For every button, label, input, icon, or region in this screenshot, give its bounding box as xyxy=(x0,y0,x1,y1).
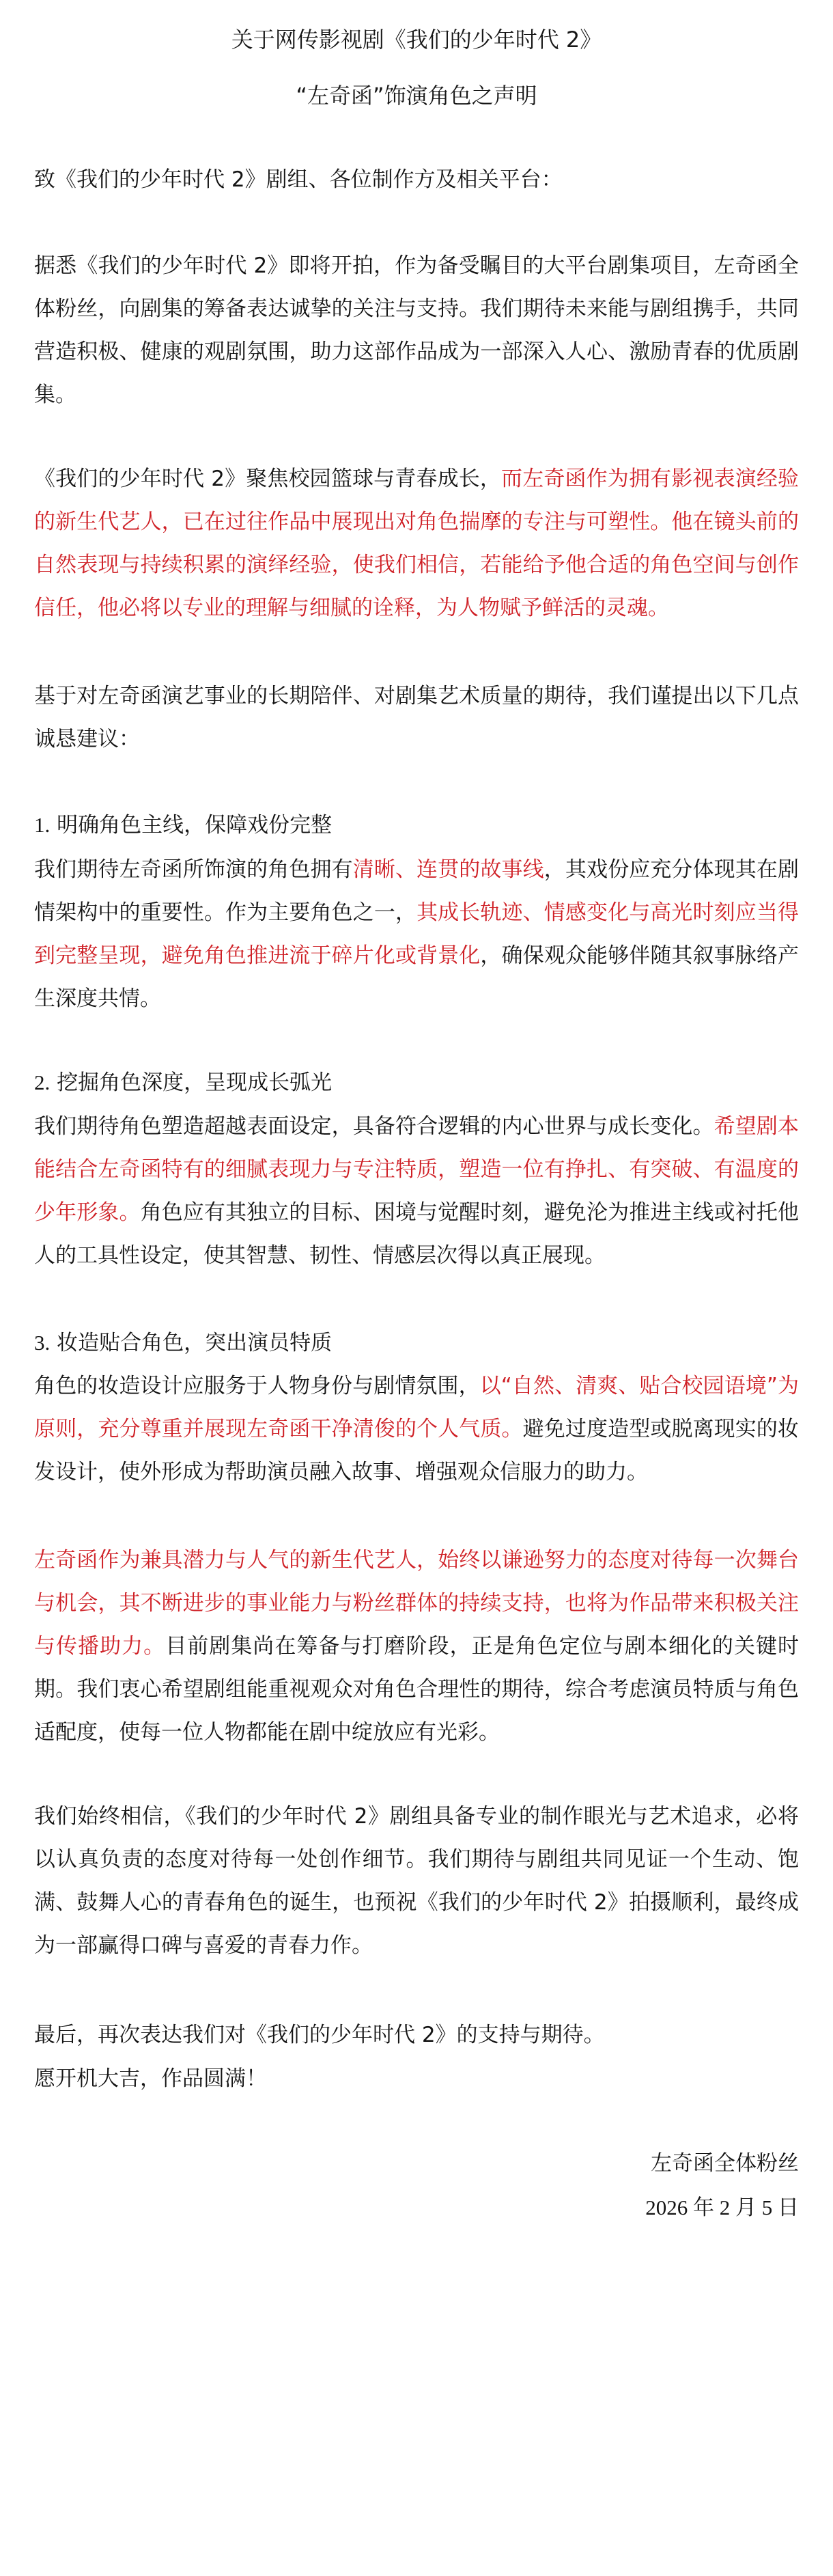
section-2-heading xyxy=(34,1061,799,1105)
salutation: 致《我们的少年时代 2》剧组、各位制作方及相关平台： xyxy=(34,167,563,192)
section-3-heading xyxy=(34,1321,799,1365)
section-title: 明确角色主线，保障戏份完整 xyxy=(57,813,333,837)
section-text: 角色应有其独立的目标、困境与觉醒时刻，避免沦为推进主线或衬托他人的工具性设定，使其智慧、韧性、情感层次得以真正展现。 xyxy=(34,1200,800,1268)
final-line-2: 愿开机大吉，作品圆满！ xyxy=(34,2066,267,2091)
section-text: ，其戏份应充分体现其在剧情架构中的重要性。作为主要角色之一， xyxy=(34,857,800,925)
section-3-body xyxy=(34,1365,799,1494)
section-highlight: 清晰、连贯的故事线 xyxy=(352,857,544,882)
section-highlight: 其成长轨迹、情感变化与高光时刻应当得到完整呈现，避免角色推进流于碎片化或背景化 xyxy=(34,900,800,968)
section-highlight: 以“自然、清爽、贴合校园语境”为原则，充分尊重并展现左奇函干净清俊的个人气质。 xyxy=(34,1374,800,1441)
statement-title-line2: “左奇函”饰演角色之声明 xyxy=(296,83,537,109)
section-2-body xyxy=(34,1105,799,1277)
paragraph-closing xyxy=(34,1539,799,1754)
section-text: 角色的妆造设计应服务于人物身份与剧情氛围， xyxy=(34,1374,480,1398)
section-title: 挖掘角色深度，呈现成长弧光 xyxy=(57,1070,333,1095)
final-line-1: 最后，再次表达我们对《我们的少年时代 2》的支持与期待。 xyxy=(34,2023,605,2047)
section-number: 2. xyxy=(34,1070,51,1094)
section-number: 1. xyxy=(34,813,51,837)
paragraph-intro: 据悉《我们的少年时代 2》即将开拍，作为备受瞩目的大平台剧集项目，左奇函全体粉丝，向剧集的筹备表达诚挚的关注与支持。我们期待未来能与剧组携手，共同营造积极、健康的观剧氛围，助力这部作品成为一部深入人心、激励青春的优质剧集。 xyxy=(34,253,799,407)
section-title: 妆造贴合角色，突出演员特质 xyxy=(57,1331,333,1355)
paragraph-belief: 我们始终相信，《我们的少年时代 2》剧组具备专业的制作眼光与艺术追求，必将以认真负责的态度对待每一处创作细节。我们期待与剧组共同见证一个生动、饱满、鼓舞人心的青春角色的诞生，也预祝《我们的少年时代 2》拍摄顺利，最终成为一部赢得口碑与喜爱的青春力作。 xyxy=(34,1804,799,1958)
section-text: 我们期待左奇函所饰演的角色拥有 xyxy=(34,857,353,882)
section-text: 避免过度造型或脱离现实的妆发设计，使外形成为帮助演员融入故事、增强观众信服力的助力。 xyxy=(34,1417,800,1484)
section-number: 3. xyxy=(34,1331,51,1355)
signature-date: 2026 年 2 月 5 日 xyxy=(645,2196,799,2219)
section-1-heading xyxy=(34,803,799,847)
statement-title-line1: 关于网传影视剧《我们的少年时代 2》 xyxy=(231,27,602,53)
focus-text: 《我们的少年时代 2》聚焦校园篮球与青春成长， xyxy=(34,467,502,491)
section-text: ，确保观众能够伴随其叙事脉络产生深度共情。 xyxy=(34,943,800,1011)
focus-highlight: 而左奇函作为拥有影视表演经验的新生代艺人，已在过往作品中展现出对角色揣摩的专注与可塑性。他在镜头前的自然表现与持续积累的演绎经验，使我们相信，若能给予他合适的角色空间与创作信任，他必将以专业的理解与细腻的诠释，为人物赋予鲜活的灵魂。 xyxy=(34,467,800,620)
section-highlight: 希望剧本能结合左奇函特有的细腻表现力与专注特质，塑造一位有挣扎、有突破、有温度的少年形象。 xyxy=(34,1114,799,1225)
paragraph-focus xyxy=(34,458,799,630)
closing-highlight: 左奇函作为兼具潜力与人气的新生代艺人，始终以谦逊努力的态度对待每一次舞台与机会，其不断进步的事业能力与粉丝群体的持续支持，也将为作品带来积极关注与传播助力。 xyxy=(34,1548,799,1659)
paragraph-proposal-intro: 基于对左奇函演艺事业的长期陪伴、对剧集艺术质量的期待，我们谨提出以下几点诚恳建议： xyxy=(34,684,799,751)
signature-author: 左奇函全体粉丝 xyxy=(651,2151,799,2176)
closing-text: 目前剧集尚在筹备与打磨阶段，正是角色定位与剧本细化的关键时期。我们衷心希望剧组能重视观众对角色合理性的期待，综合考虑演员特质与角色适配度，使每一位人物都能在剧中绽放应有光彩。 xyxy=(34,1634,800,1745)
section-text: 我们期待角色塑造超越表面设定，具备符合逻辑的内心世界与成长变化。 xyxy=(34,1114,714,1139)
section-1-body xyxy=(34,848,799,1021)
